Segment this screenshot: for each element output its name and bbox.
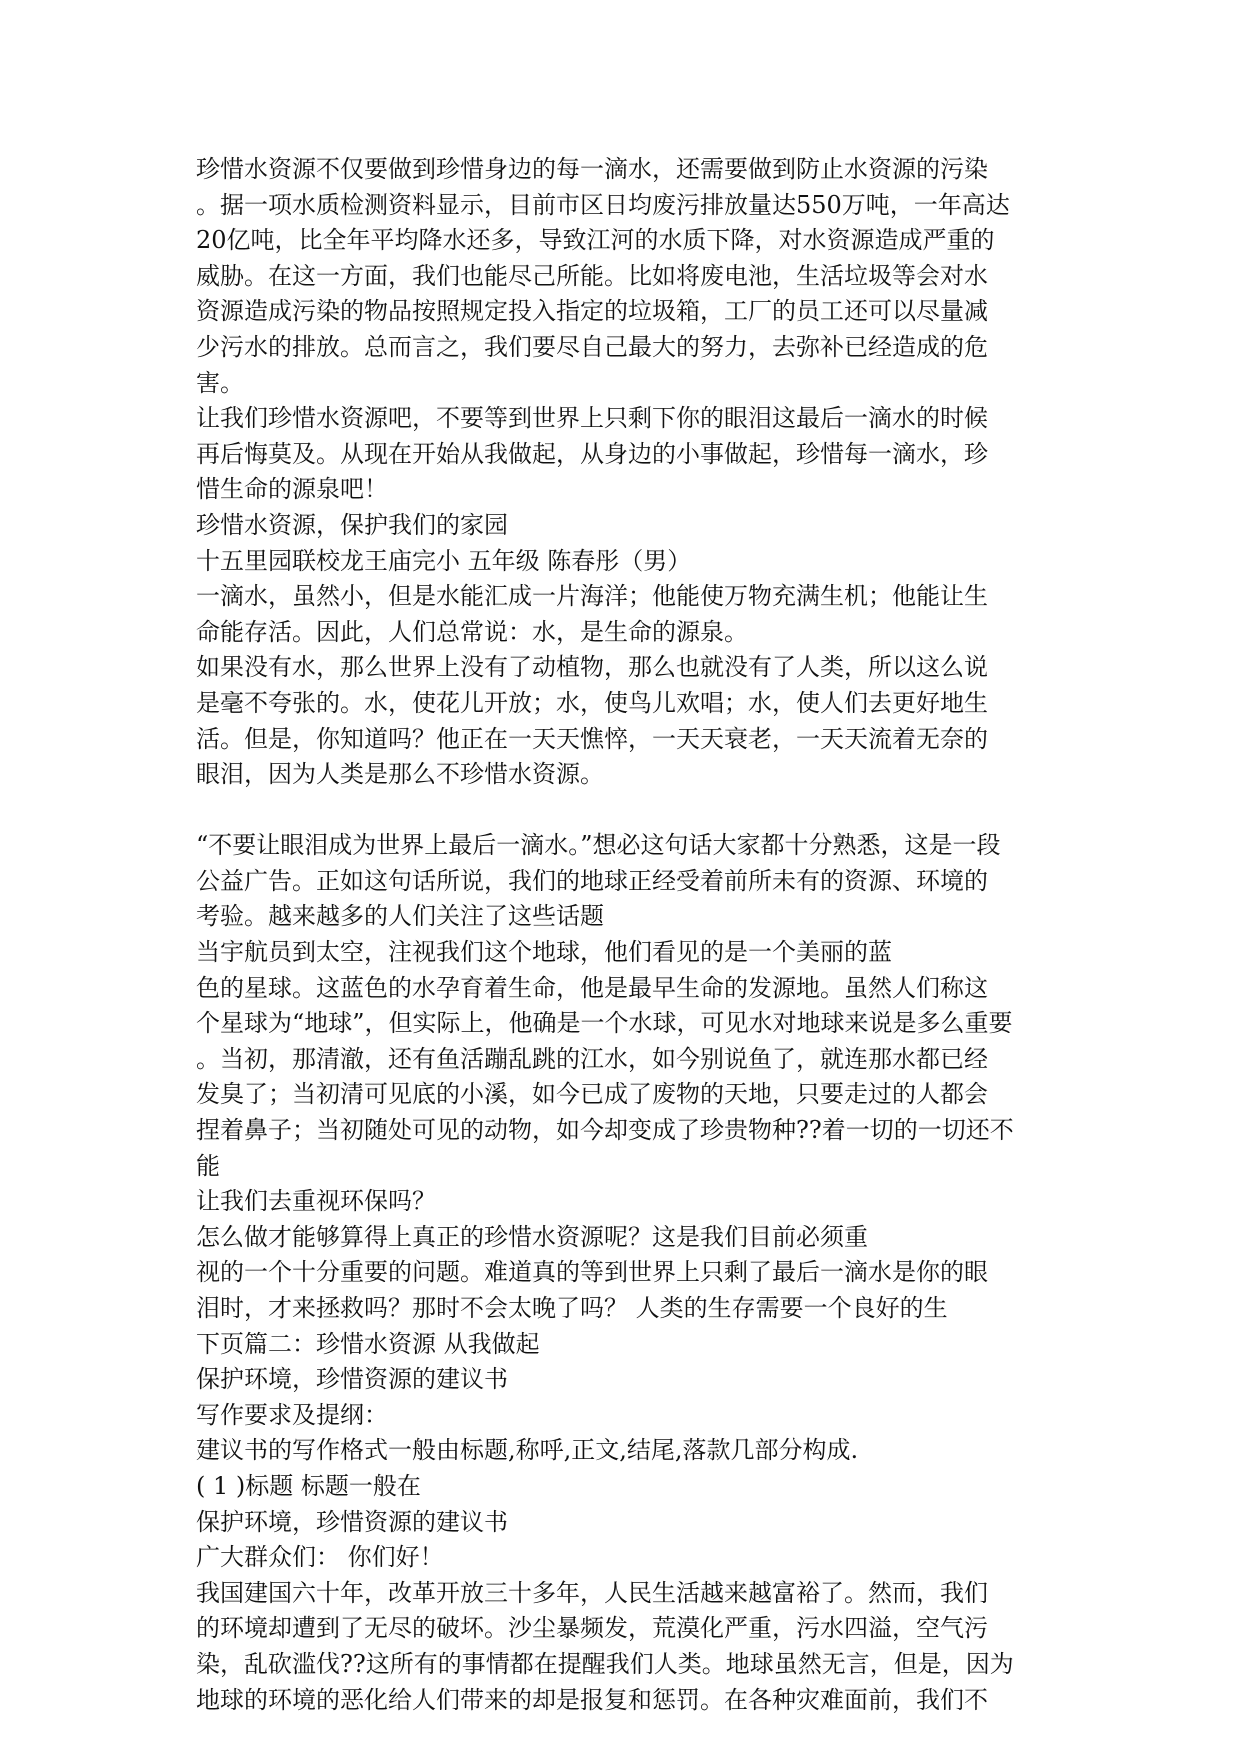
text-line: 发臭了；当初清可见底的小溪，如今已成了废物的天地，只要走过的人都会: [196, 1080, 988, 1109]
text-line: “不要让眼泪成为世界上最后一滴水。”想必这句话大家都十分熟悉，这是一段: [196, 831, 1001, 860]
text-line: 珍惜水资源不仅要做到珍惜身边的每一滴水，还需要做到防止水资源的污染: [196, 155, 988, 183]
text-line: 怎么做才能够算得上真正的珍惜水资源呢？这是我们目前必须重: [196, 1222, 868, 1251]
text-line: 让我们珍惜水资源吧，不要等到世界上只剩下你的眼泪这最后一滴水的时候: [196, 404, 988, 433]
text-line: 地球的环境的恶化给人们带来的却是报复和惩罚。在各种灾难面前，我们不: [196, 1685, 988, 1714]
text-line: 公益广告。正如这句话所说，我们的地球正经受着前所未有的资源、环境的: [196, 866, 988, 895]
text-line: 染，乱砍滥伐??这所有的事情都在提醒我们人类。地球虽然无言，但是，因为: [196, 1649, 1014, 1678]
text-line: 20亿吨，比全年平均降水还多，导致江河的水质下降，对水资源造成严重的: [196, 226, 995, 255]
blank-line: [196, 793, 1056, 829]
text-line: 再后悔莫及。从现在开始从我做起，从身边的小事做起，珍惜每一滴水，珍: [196, 439, 988, 468]
document-body: [196, 152, 1056, 1718]
text-line: 活。但是，你知道吗？他正在一天天憔悴，一天天衰老，一天天流着无奈的: [196, 724, 988, 753]
text-line: 。当初，那清澈，还有鱼活蹦乱跳的江水，如今别说鱼了，就连那水都已经: [196, 1044, 988, 1073]
text-line: 视的一个十分重要的问题。难道真的等到世界上只剩了最后一滴水是你的眼: [196, 1258, 988, 1287]
text-line: 泪时，才来拯救吗？那时不会太晚了吗？ 人类的生存需要一个良好的生: [196, 1294, 948, 1322]
text-line: 害。: [196, 368, 244, 397]
salutation-line: 广大群众们： 你们好！: [196, 1543, 444, 1572]
text-line: ( 1 )标题 标题一般在: [196, 1471, 421, 1500]
text-line: 保护环境，珍惜资源的建议书: [196, 1365, 508, 1394]
text-line: 保护环境，珍惜资源的建议书: [196, 1507, 508, 1536]
text-line: 命能存活。因此，人们总常说：水，是生命的源泉。: [196, 617, 748, 646]
text-line: 资源造成污染的物品按照规定投入指定的垃圾箱，工厂的员工还可以尽量减: [196, 297, 988, 326]
section-heading: 珍惜水资源，保护我们的家园: [196, 510, 508, 539]
text-line: 眼泪，因为人类是那么不珍惜水资源。: [196, 760, 604, 789]
text-line: 考验。越来越多的人们关注了这些话题: [196, 902, 604, 931]
text-line: 。据一项水质检测资料显示，目前市区日均废污排放量达550万吨，一年高达: [196, 190, 1010, 219]
text-line: 惜生命的源泉吧！: [196, 475, 388, 504]
text-line: 我国建国六十年，改革开放三十多年，人民生活越来越富裕了。然而，我们: [196, 1578, 988, 1607]
text-line: 的环境却遭到了无尽的破坏。沙尘暴频发，荒漠化严重，污水四溢，空气污: [196, 1614, 988, 1643]
text-line: 一滴水，虽然小，但是水能汇成一片海洋；他能使万物充满生机；他能让生: [196, 582, 988, 611]
text-line: 是毫不夸张的。水，使花儿开放；水，使鸟儿欢唱；水，使人们去更好地生: [196, 688, 988, 717]
text-line: 建议书的写作格式一般由标题,称呼,正文,结尾,落款几部分构成.: [196, 1436, 859, 1465]
text-line: 如果没有水，那么世界上没有了动植物，那么也就没有了人类，所以这么说: [196, 653, 988, 682]
text-line: 威胁。在这一方面，我们也能尽己所能。比如将废电池，生活垃圾等会对水: [196, 261, 988, 290]
text-line: 捏着鼻子；当初随处可见的动物，如今却变成了珍贵物种??着一切的一切还不: [196, 1116, 1014, 1145]
text-line: 个星球为“地球”，但实际上，他确是一个水球，可见水对地球来说是多么重要: [196, 1009, 1013, 1038]
text-line: 色的星球。这蓝色的水孕育着生命，他是最早生命的发源地。虽然人们称这: [196, 973, 988, 1002]
text-line: 让我们去重视环保吗？: [196, 1187, 436, 1216]
text-line: 写作要求及提纲：: [196, 1400, 388, 1429]
author-line: 十五里园联校龙王庙完小 五年级 陈春彤（男）: [196, 546, 692, 575]
text-line: 能: [196, 1151, 220, 1180]
text-line: 少污水的排放。总而言之，我们要尽自己最大的努力，去弥补已经造成的危: [196, 332, 988, 361]
text-line: 当宇航员到太空，注视我们这个地球，他们看见的是一个美丽的蓝: [196, 938, 892, 967]
section-heading: 下页篇二：珍惜水资源 从我做起: [196, 1329, 540, 1358]
